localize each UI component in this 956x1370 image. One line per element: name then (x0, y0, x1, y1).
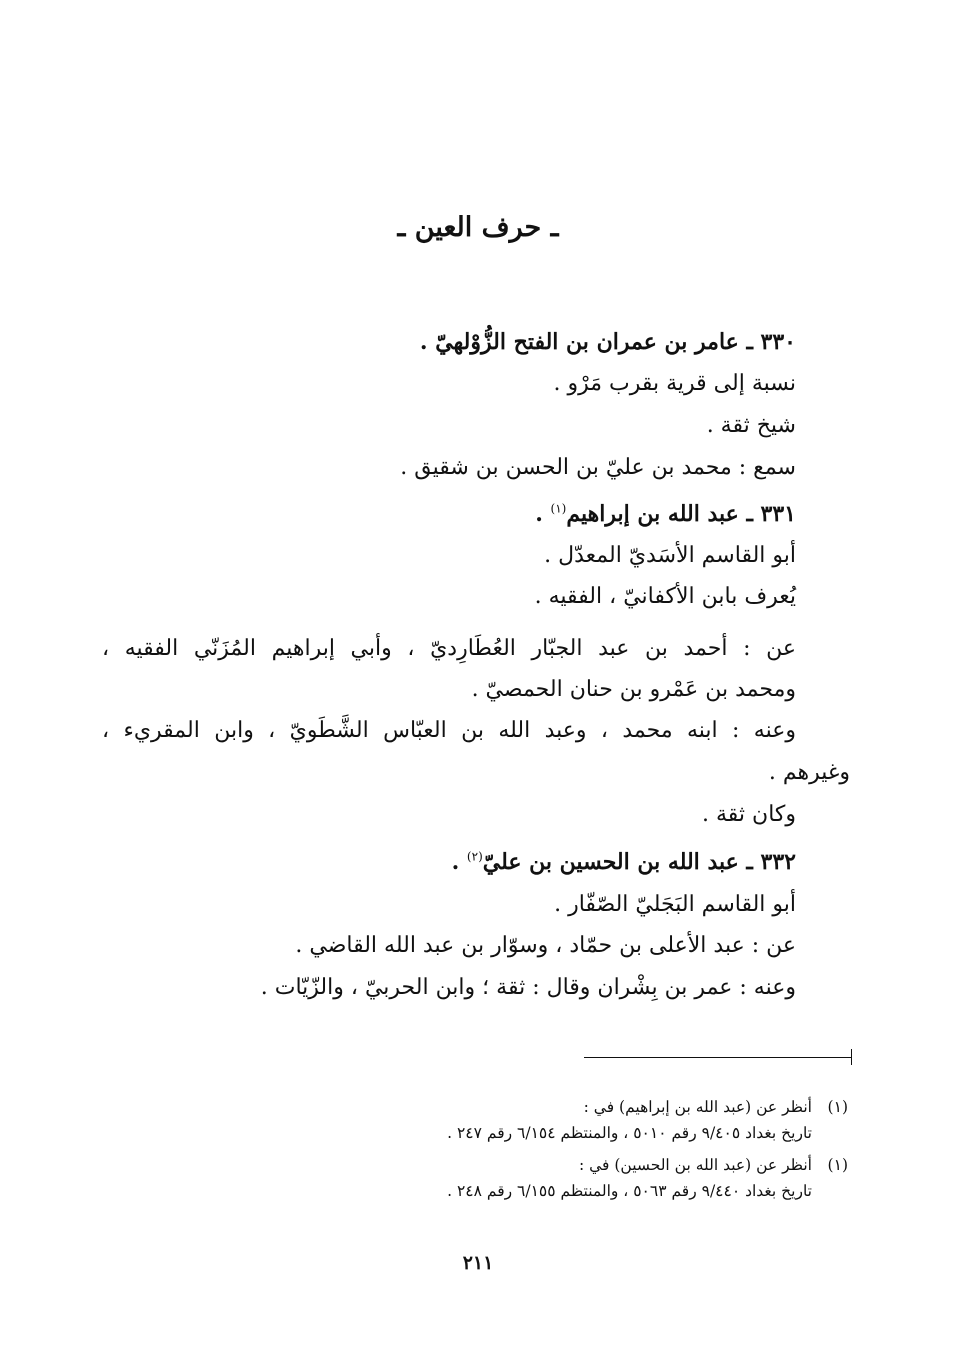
entry-332-line-2: عن : عبد الأعلى بن حمّاد ، وسوّار بن عبد الله القاضي . (295, 933, 796, 958)
entry-331-line-2: يُعرف بابن الأكفانيّ ، الفقيه . (534, 584, 796, 609)
page-number: ٢١١ (462, 1252, 494, 1274)
footnote-1-number: (١) (827, 1098, 848, 1116)
entry-331-line-6: وغيرهم . (768, 760, 850, 785)
footnote-separator (584, 1057, 851, 1058)
entry-331-line-5: وعنه : ابنه محمد ، وعبد الله بن العبّاس الشَّطَويّ ، وابن المقريء ، (102, 718, 796, 743)
entry-331-line-3: عن : أحمد بن عبد الجبّار العُطَارِديّ ، وأبي إبراهيم المُزَنّي الفقيه ، (102, 636, 796, 661)
entry-title-331 (535, 502, 796, 527)
entry-331-line-7: وكان ثقة . (702, 802, 796, 827)
entry-title-332 (452, 850, 796, 875)
entry-331-line-4: ومحمد بن عَمْرو بن حنان الحمصيّ . (471, 677, 796, 702)
footnote-2-number: (١) (827, 1156, 848, 1174)
entry-title-331-end: . (535, 501, 543, 527)
section-heading: ـ حرف العين ـ (397, 212, 559, 243)
entry-330-line-1: نسبة إلى قرية بقرب مَرْو . (553, 371, 796, 396)
entry-330-line-3: سمع : محمد بن عليّ بن الحسن بن شقيق . (400, 455, 796, 480)
footnote-2-line-1: أنظر عن (عبد الله بن الحسين) في : (578, 1156, 812, 1174)
entry-330-line-2: شيخ ثقة . (706, 413, 796, 438)
footnote-1-line-2: تاريخ بغداد ٩/٤٠٥ رقم ٥٠١٠ ، والمنتظم ٦/١٥٤ رقم ٢٤٧ . (447, 1124, 812, 1142)
footnote-separator-tick (851, 1049, 852, 1065)
entry-332-line-3: وعنه : عمر بن بِشْران وقال : ثقة ؛ وابن الحربيّ ، والزّيّات . (260, 975, 796, 1000)
entry-title-330: ٣٣٠ ـ عامر بن عمران بن الفتح الزُّوْلهيّ . (419, 329, 796, 355)
entry-331-line-1: أبو القاسم الأسَديّ المعدّل . (544, 543, 796, 568)
entry-title-332-text: ٣٣٢ ـ عبد الله بن الحسين بن عليّ (482, 849, 796, 875)
entry-title-332-end: . (451, 849, 460, 875)
footnote-2-line-2: تاريخ بغداد ٩/٤٤٠ رقم ٥٠٦٣ ، والمنتظم ٦/١٥٥ رقم ٢٤٨ . (447, 1182, 812, 1200)
entry-332-line-1: أبو القاسم البَجَليّ الصّفّار . (554, 892, 796, 917)
footnote-marker-1: (١) (550, 501, 567, 516)
footnote-marker-2: (٢) (466, 849, 483, 864)
footnote-1-line-1: أنظر عن (عبد الله بن إبراهيم) في : (583, 1098, 812, 1116)
entry-title-331-text: ٣٣١ ـ عبد الله بن إبراهيم (566, 501, 796, 527)
